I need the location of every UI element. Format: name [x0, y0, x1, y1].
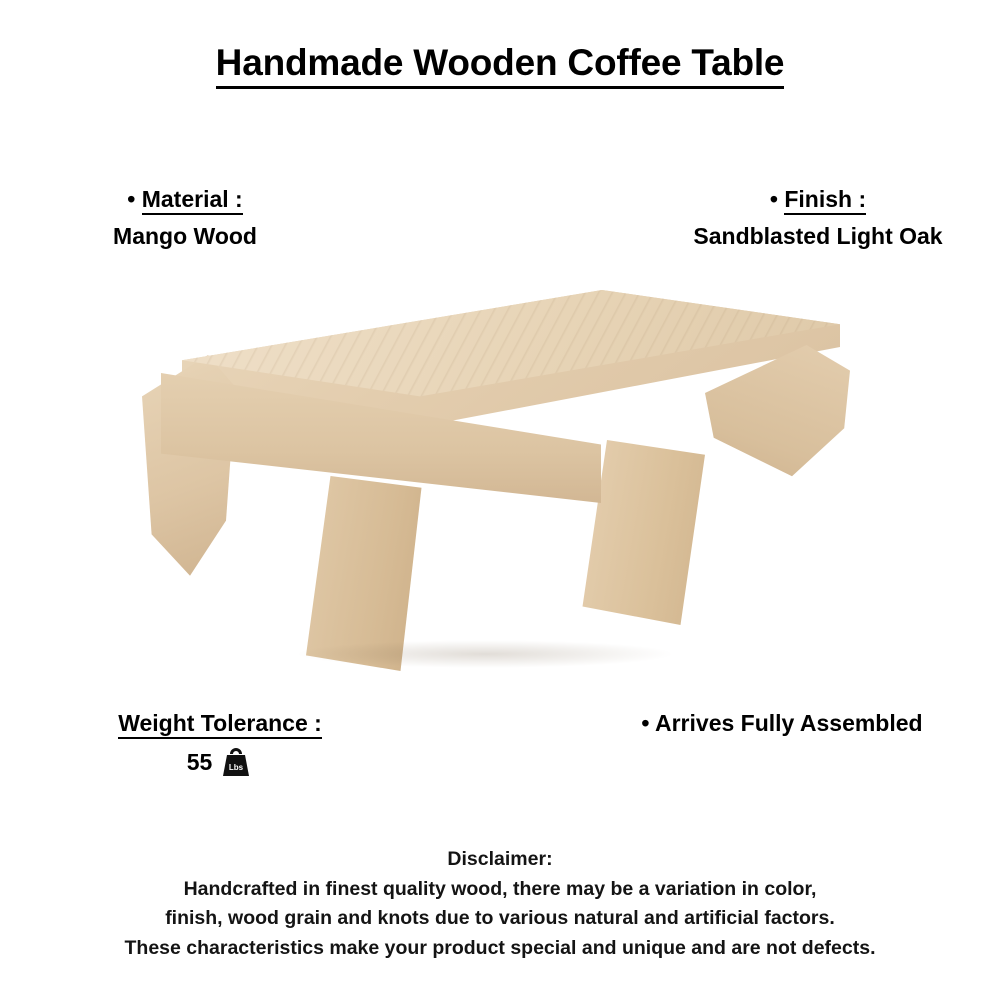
spec-material [55, 184, 315, 251]
spec-weight-value: 55 [186, 748, 213, 775]
disclaimer-line-2: finish, wood grain and knots due to various natural and artificial factors. [165, 907, 835, 930]
bullet-icon: • [641, 710, 650, 736]
bullet-icon: • [127, 186, 136, 212]
svg-text:Lbs: Lbs [229, 762, 244, 772]
weight-icon [219, 747, 253, 777]
page-title-text: Handmade Wooden Coffee Table [216, 42, 785, 89]
disclaimer [0, 845, 1000, 964]
spec-weight-label: Weight Tolerance : [118, 710, 322, 739]
spec-weight-tolerance [60, 708, 380, 777]
spec-weight-value-row [60, 747, 380, 778]
spec-assembled-head [582, 708, 982, 739]
bullet-icon: • [769, 186, 778, 212]
spec-finish-value: Sandblasted Light Oak [693, 222, 943, 249]
spec-finish-label: Finish : [784, 186, 866, 215]
spec-weight-head [60, 708, 380, 739]
spec-material-label: Material : [142, 186, 243, 215]
spec-material-value: Mango Wood [113, 222, 257, 249]
floor-shadow [295, 640, 675, 668]
product-image [110, 280, 870, 680]
disclaimer-line-3: These characteristics make your product special and unique and are not defects. [124, 936, 876, 959]
table-right-end [705, 345, 850, 505]
spec-assembled [582, 708, 982, 739]
spec-material-head [55, 184, 315, 215]
disclaimer-line-1: Handcrafted in finest quality wood, there may be a variation in color, [183, 877, 817, 900]
disclaimer-heading: Disclaimer: [447, 848, 553, 870]
page-title [0, 42, 1000, 84]
spec-finish-head [658, 184, 978, 215]
spec-assembled-label: Arrives Fully Assembled [655, 710, 923, 736]
spec-finish [658, 184, 978, 251]
